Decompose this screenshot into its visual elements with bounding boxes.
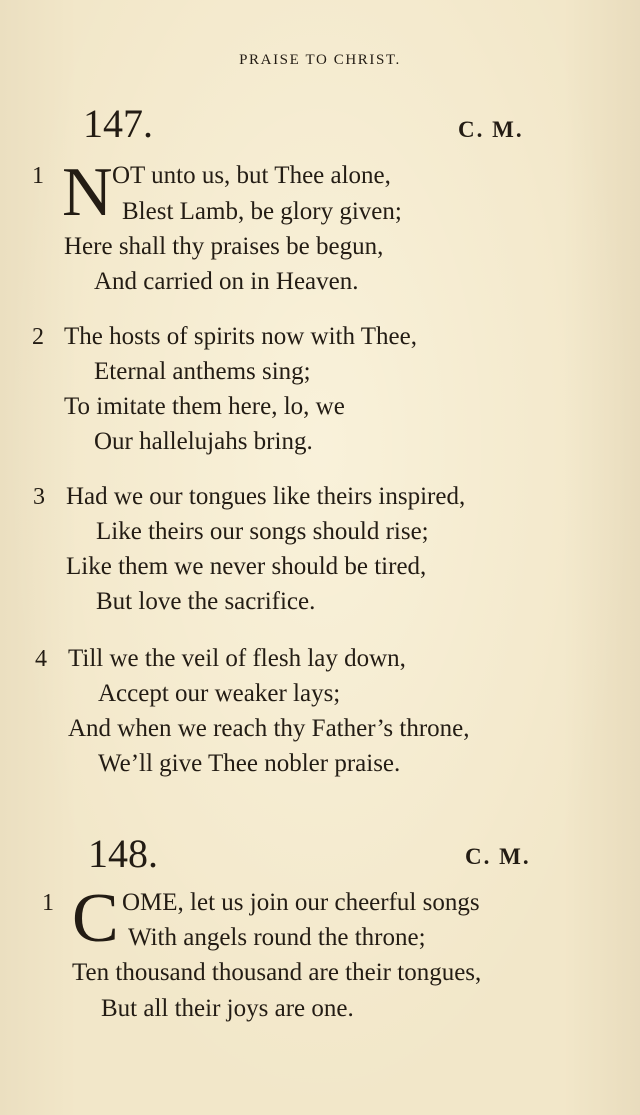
drop-cap: N: [62, 154, 113, 231]
hymn-line: But love the sacrifice.: [96, 588, 316, 615]
hymn-line: And carried on in Heaven.: [94, 268, 359, 295]
hymn-line: With angels round the throne;: [128, 924, 426, 951]
hymn-line: Here shall thy praises be begun,: [64, 233, 384, 260]
hymn-line: OME, let us join our cheerful songs: [122, 889, 480, 916]
hymn-line: Blest Lamb, be glory given;: [122, 198, 402, 225]
hymn-line: To imitate them here, lo, we: [64, 393, 345, 420]
hymn-meter: C. M.: [458, 117, 524, 142]
hymn-line: OT unto us, but Thee alone,: [112, 162, 391, 189]
verse-number: 3: [33, 484, 45, 510]
verse-number: 2: [32, 324, 44, 350]
hymn-line: Till we the veil of flesh lay down,: [68, 645, 406, 672]
hymn-line: But all their joys are one.: [101, 995, 354, 1022]
hymn-line: Eternal anthems sing;: [94, 358, 311, 385]
hymn-number: 148.: [88, 831, 158, 876]
hymn-line: Accept our weaker lays;: [98, 680, 341, 707]
hymn-meter: C. M.: [465, 844, 531, 869]
hymn-line: We’ll give Thee nobler praise.: [98, 750, 401, 777]
hymn-line: And when we reach thy Father’s throne,: [68, 715, 470, 742]
verse-number: 4: [35, 646, 47, 672]
hymn-line: Had we our tongues like theirs inspired,: [66, 483, 466, 510]
hymn-line: Ten thousand thousand are their tongues,: [72, 959, 482, 986]
drop-cap: C: [72, 880, 119, 957]
verse-number: 1: [32, 163, 44, 189]
running-head: PRAISE TO CHRIST.: [239, 52, 401, 68]
hymn-line: Like them we never should be tired,: [66, 553, 427, 580]
hymn-line: Like theirs our songs should rise;: [96, 518, 429, 545]
hymn-line: The hosts of spirits now with Thee,: [64, 323, 417, 350]
hymn-line: Our hallelujahs bring.: [94, 428, 313, 455]
verse-number: 1: [42, 890, 54, 916]
hymn-number: 147.: [83, 101, 153, 146]
